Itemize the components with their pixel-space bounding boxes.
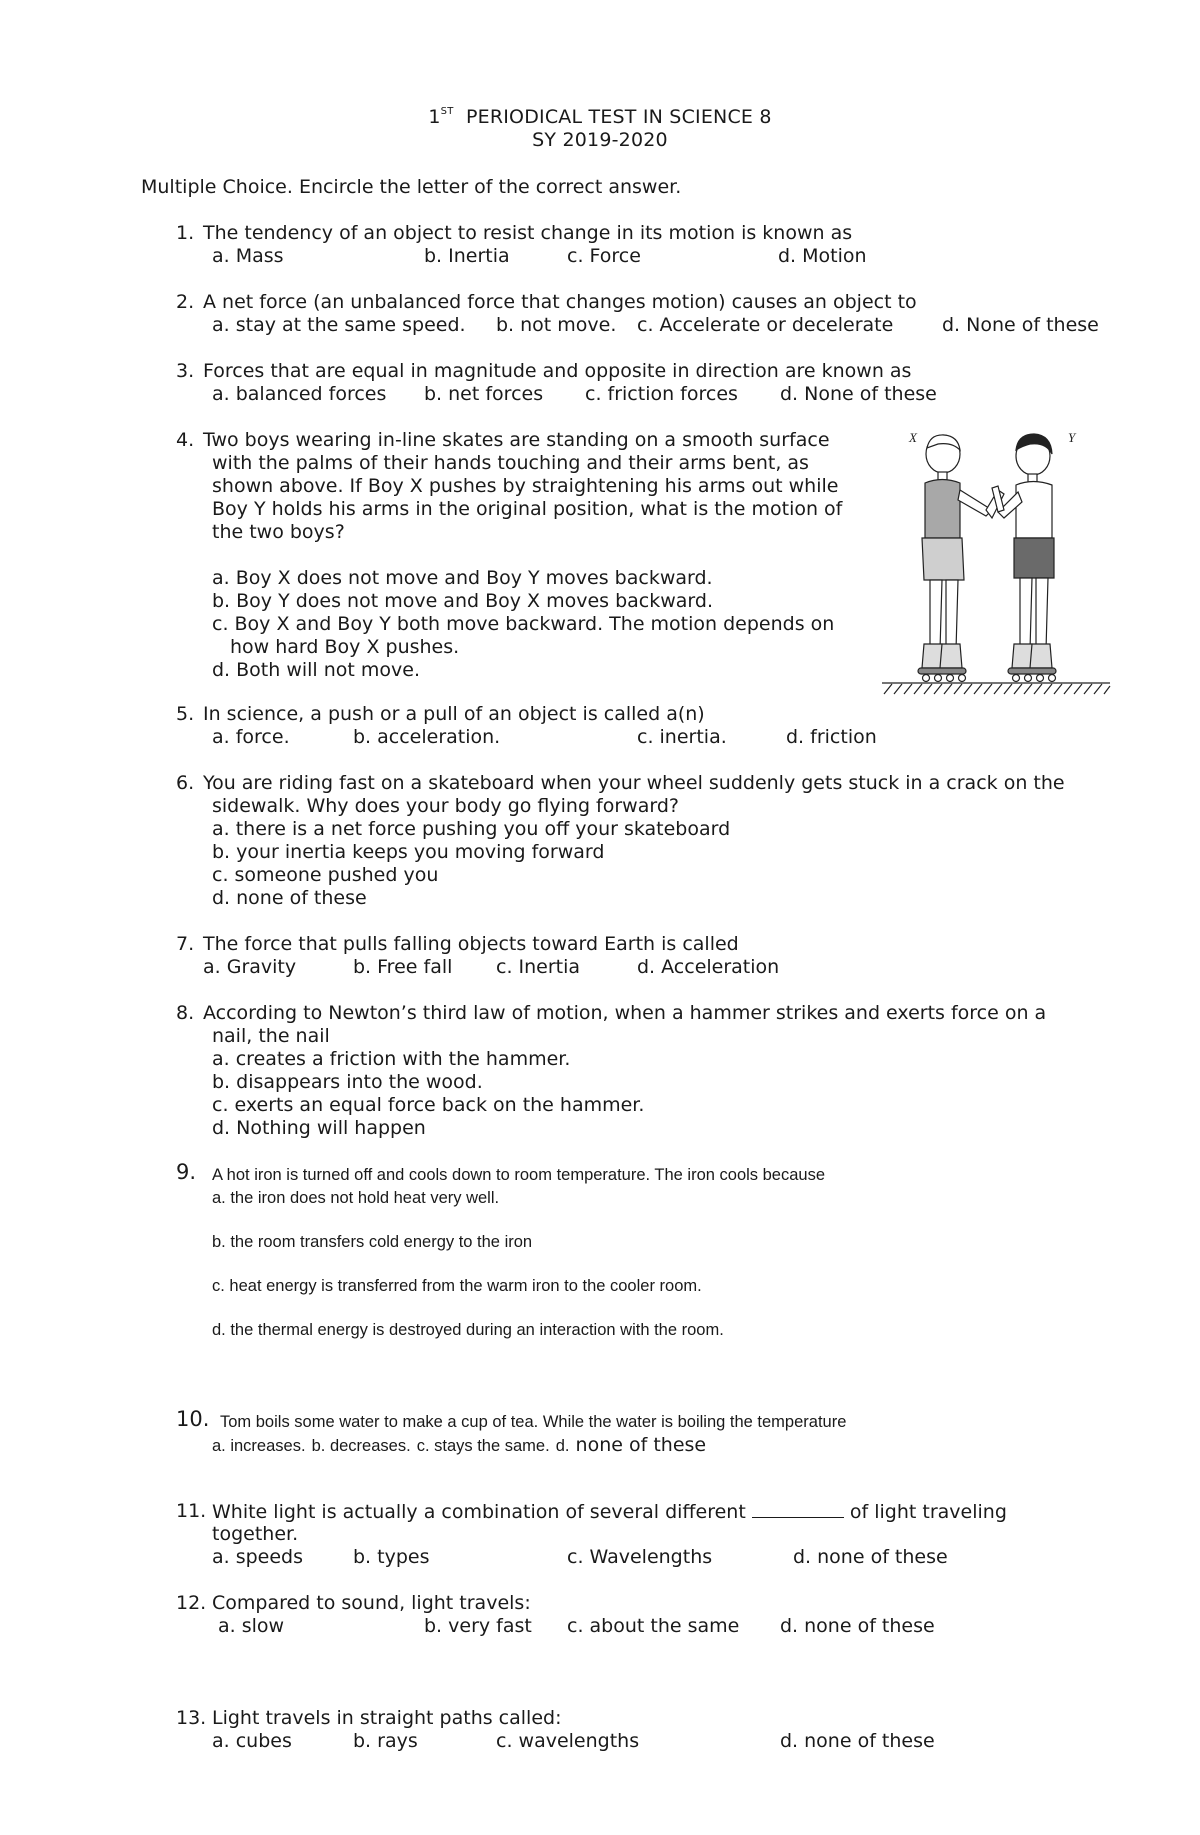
- option-c: c. about the same: [567, 1615, 740, 1637]
- option-a: a. increases.: [212, 1437, 306, 1455]
- title-text: PERIODICAL TEST IN SCIENCE 8: [465, 106, 772, 128]
- question-number: 7.: [176, 933, 195, 955]
- option-b: b. your inertia keeps you moving forward: [212, 841, 605, 863]
- option-c: c. Wavelengths: [567, 1546, 713, 1568]
- option-d: d. the thermal energy is destroyed during an interaction with the room.: [212, 1321, 724, 1339]
- question-number: 13.: [176, 1707, 207, 1729]
- option-b: b. Boy Y does not move and Boy X moves backward.: [212, 590, 714, 612]
- question-stem: Compared to sound, light travels:: [212, 1592, 531, 1614]
- title-number: 1: [428, 106, 441, 128]
- option-b: b. rays: [353, 1730, 418, 1752]
- question-stem-line: Two boys wearing in-line skates are standing on a smooth surface: [203, 429, 830, 451]
- option-c: c. stays the same.: [416, 1437, 550, 1455]
- option-d: d. friction: [786, 726, 877, 748]
- option-d: d. none of these: [212, 887, 367, 909]
- option-a: a. Gravity: [203, 956, 297, 978]
- question-number: 2.: [176, 291, 195, 313]
- instructions: Multiple Choice. Encircle the letter of the correct answer.: [141, 176, 682, 198]
- option-d: d. Nothing will happen: [212, 1117, 426, 1139]
- option-c: c. inertia.: [637, 726, 727, 748]
- question-stem-line: [212, 1500, 1007, 1524]
- figure-label-y: Y: [1068, 430, 1076, 445]
- option-b: b. disappears into the wood.: [212, 1071, 483, 1093]
- question-stem-line: the two boys?: [212, 521, 345, 543]
- boy-x: [918, 435, 1004, 682]
- option-c: c. heat energy is transferred from the warm iron to the cooler room.: [212, 1277, 702, 1295]
- question-stem: Tom boils some water to make a cup of tea. While the water is boiling the temperature: [220, 1413, 847, 1431]
- option-b: b. the room transfers cold energy to the iron: [212, 1233, 533, 1251]
- option-c: c. wavelengths: [496, 1730, 640, 1752]
- question-number: 9.: [176, 1160, 197, 1184]
- question-number: 3.: [176, 360, 195, 382]
- option-c: c. friction forces: [585, 383, 738, 405]
- option-c: c. Boy X and Boy Y both move backward. The motion depends on: [212, 613, 835, 635]
- option-c-continued: how hard Boy X pushes.: [230, 636, 460, 658]
- option-d: d. Motion: [778, 245, 867, 267]
- option-b: b. acceleration.: [353, 726, 501, 748]
- question-number: 11.: [176, 1500, 207, 1522]
- option-b: b. very fast: [424, 1615, 532, 1637]
- question-stem: Light travels in straight paths called:: [212, 1707, 562, 1729]
- answer-blank: [752, 1500, 844, 1518]
- option-d: d. none of these: [780, 1615, 935, 1637]
- question-stem-line: Boy Y holds his arms in the original position, what is the motion of: [212, 498, 843, 520]
- option-d: d. Both will not move.: [212, 659, 421, 681]
- question-stem-line: sidewalk. Why does your body go flying forward?: [212, 795, 679, 817]
- option-d: none of these: [575, 1434, 707, 1456]
- question-stem: Forces that are equal in magnitude and opposite in direction are known as: [203, 360, 912, 382]
- option-a: a. Boy X does not move and Boy Y moves backward.: [212, 567, 713, 589]
- option-b: b. types: [353, 1546, 430, 1568]
- question-stem-line: nail, the nail: [212, 1025, 330, 1047]
- option-b: b. Free fall: [353, 956, 453, 978]
- figure-label-x: X: [909, 430, 917, 445]
- school-year: SY 2019-2020: [532, 129, 668, 151]
- option-b: b. Inertia: [424, 245, 510, 267]
- option-a: a. the iron does not hold heat very well.: [212, 1189, 500, 1207]
- question-number: 10.: [176, 1407, 210, 1431]
- option-c: c. Accelerate or decelerate: [637, 314, 894, 336]
- question-stem: A net force (an unbalanced force that changes motion) causes an object to: [203, 291, 917, 313]
- option-d: d. None of these: [942, 314, 1099, 336]
- skating-boys-figure: [880, 428, 1112, 696]
- title-superscript: ST: [440, 106, 454, 117]
- option-a: a. speeds: [212, 1546, 304, 1568]
- option-a: a. balanced forces: [212, 383, 387, 405]
- question-stem: The tendency of an object to resist change in its motion is known as: [203, 222, 853, 244]
- question-stem-line: with the palms of their hands touching and their arms bent, as: [212, 452, 809, 474]
- question-stem-line: You are riding fast on a skateboard when your wheel suddenly gets stuck in a crack on the: [203, 772, 1065, 794]
- option-a: a. Mass: [212, 245, 284, 267]
- option-c: c. Inertia: [496, 956, 581, 978]
- option-c: c. Force: [567, 245, 641, 267]
- question-number: 8.: [176, 1002, 195, 1024]
- option-row: [212, 1434, 706, 1458]
- option-b: b. not move.: [496, 314, 617, 336]
- option-a: a. creates a friction with the hammer.: [212, 1048, 571, 1070]
- option-d: d. none of these: [780, 1730, 935, 1752]
- option-c: c. someone pushed you: [212, 864, 439, 886]
- stem-part: White light is actually a combination of several different: [212, 1501, 746, 1523]
- option-a: a. force.: [212, 726, 290, 748]
- question-number: 1.: [176, 222, 195, 244]
- option-b: b. decreases.: [311, 1437, 411, 1455]
- question-number: 4.: [176, 429, 195, 451]
- option-a: a. there is a net force pushing you off your skateboard: [212, 818, 731, 840]
- question-stem-line: According to Newton’s third law of motion, when a hammer strikes and exerts force on a: [203, 1002, 1047, 1024]
- option-b: b. net forces: [424, 383, 544, 405]
- option-d: d. Acceleration: [637, 956, 780, 978]
- ground-surface: [882, 683, 1110, 694]
- question-stem: The force that pulls falling objects toward Earth is called: [203, 933, 739, 955]
- option-a: a. slow: [218, 1615, 285, 1637]
- option-a: a. cubes: [212, 1730, 292, 1752]
- boy-y: [992, 434, 1056, 682]
- question-stem: A hot iron is turned off and cools down to room temperature. The iron cools because: [212, 1166, 825, 1184]
- question-number: 5.: [176, 703, 195, 725]
- option-d-letter: d.: [555, 1437, 570, 1455]
- question-stem: In science, a push or a pull of an object is called a(n): [203, 703, 705, 725]
- question-stem-line: shown above. If Boy X pushes by straightening his arms out while: [212, 475, 839, 497]
- test-title: [0, 106, 1200, 128]
- option-c: c. exerts an equal force back on the hammer.: [212, 1094, 645, 1116]
- question-number: 6.: [176, 772, 195, 794]
- option-a: a. stay at the same speed.: [212, 314, 466, 336]
- stem-part: of light traveling: [849, 1501, 1007, 1523]
- option-d: d. none of these: [793, 1546, 948, 1568]
- question-stem-line: together.: [212, 1523, 299, 1545]
- question-number: 12.: [176, 1592, 207, 1614]
- option-d: d. None of these: [780, 383, 937, 405]
